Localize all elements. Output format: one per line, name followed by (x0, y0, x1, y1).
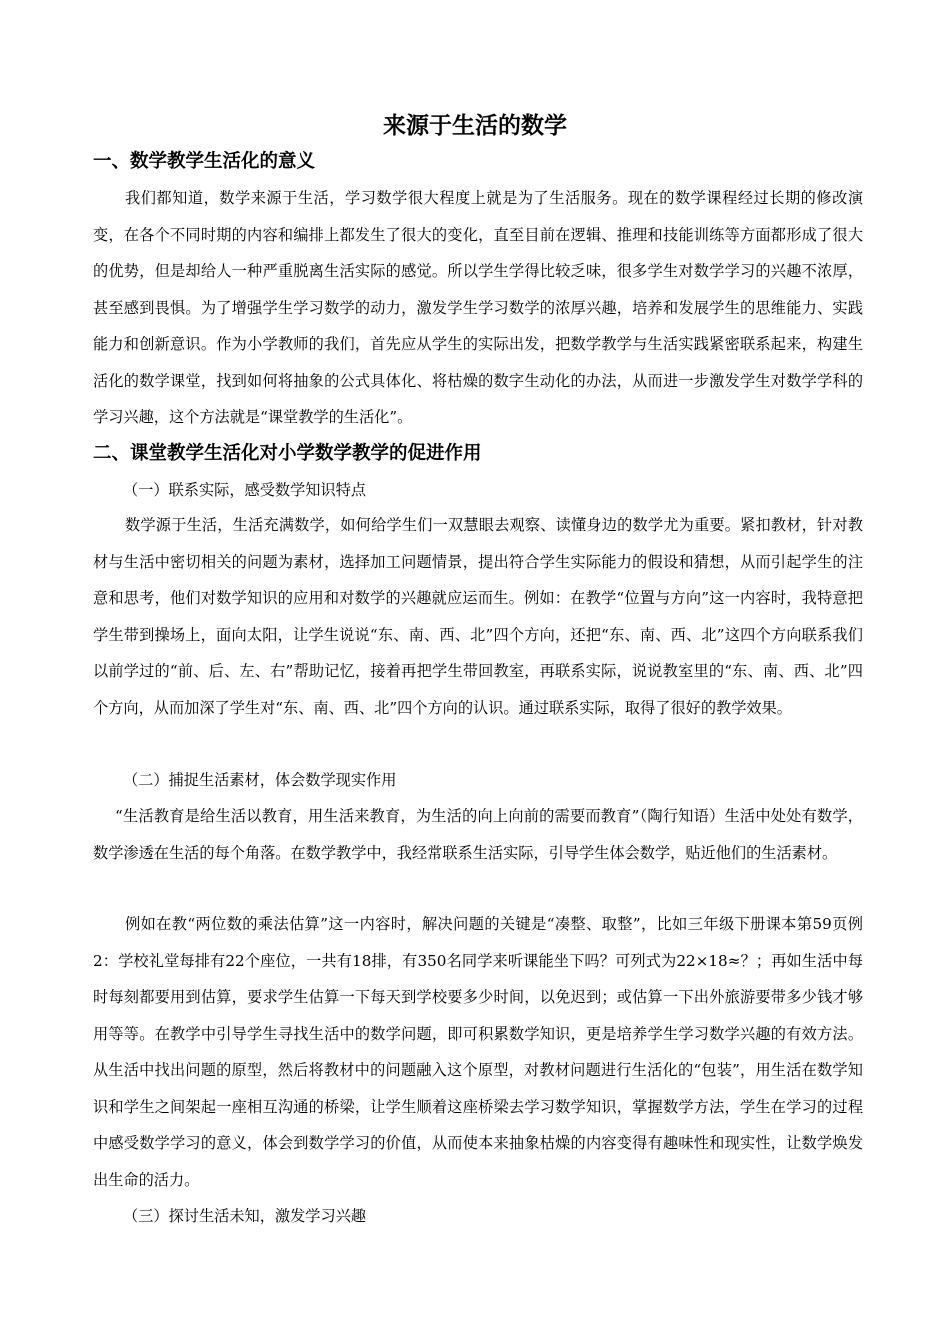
subsection-2-paragraph-1: “生活教育是给生活以教育，用生活来教育，为生活的向上向前的需要而教育”（陶行知语）生活中处处有数学，数学渗透在生活的每个角落。在数学教学中，我经常联系生活实际，引导学生体会数学，贴近他们的生活素材。 (93, 807, 863, 862)
subsection-heading-3: （三）探讨生活未知，激发学习兴趣 (123, 1207, 366, 1225)
subsection-2-paragraph-2: 例如在教“两位数的乘法估算”这一内容时，解决问题的关键是“凑整、取整”，比如三年级下册课本第59页例2：学校礼堂每排有22个座位，一共有18排，有350名同学来听课能坐下吗？可列式为22×18≈？；再如生活中每时每刻都要用到估算，要求学生估算一下每天到学校要多少时间，以免迟到；或估算一下出外旅游要带多少钱才够用等等。在教学中引导学生寻找生活中的数学问题，即可积累数学知识，更是培养学生学习数学兴趣的有效方法。从生活中找出问题的原型，然后将教材中的问题融入这个原型，对教材问题进行生活化的“包装”，用生活在数学知识和学生之间架起一座相互沟通的桥梁，让学生顺着这座桥梁去学习数学知识，掌握数学方法，学生在学习的过程中感受数学学习的意义，体会到数学学习的价值，从而使本来抽象枯燥的内容变得有趣味性和现实性，让数学焕发出生命的活力。 (93, 915, 863, 1189)
subsection-1-paragraph: 数学源于生活，生活充满数学，如何给学生们一双慧眼去观察、读懂身边的数学尤为重要。紧扣教材，针对教材与生活中密切相关的问题为素材，选择加工问题情景，提出符合学生实际能力的假设和猜想，从而引起学生的注意和思考，他们对数学知识的应用和对数学的兴趣就应运而生。例如：在教学“位置与方向”这一内容时，我特意把学生带到操场上，面向太阳，让学生说说“东、南、西、北”四个方向，还把“东、南、西、北”这四个方向联系我们以前学过的“前、后、左、右”帮助记忆，接着再把学生带回教室，再联系实际，说说教室里的“东、南、西、北”四个方向，从而加深了学生对“东、南、西、北”四个方向的认识。通过联系实际，取得了很好的教学效果。 (93, 516, 863, 717)
section-heading-1: 一、数学教学生活化的意义 (93, 151, 316, 172)
subsection-heading-2: （二）捕捉生活素材，体会数学现实作用 (123, 771, 397, 789)
subsection-heading-1: （一）联系实际，感受数学知识特点 (123, 481, 366, 499)
section-heading-2: 二、课堂教学生活化对小学数学教学的促进作用 (93, 443, 482, 464)
document-title: 来源于生活的数学 (383, 113, 567, 139)
section-1-paragraph: 我们都知道，数学来源于生活，学习数学很大程度上就是为了生活服务。现在的数学课程经过长期的修改演变，在各个不同时期的内容和编排上都发生了很大的变化，直至目前在逻辑、推理和技能训练等方面都形成了很大的优势，但是却给人一种严重脱离生活实际的感觉。所以学生学得比较乏味，很多学生对数学学习的兴趣不浓厚，甚至感到畏惧。为了增强学生学习数学的动力，激发学生学习数学的浓厚兴趣，培养和发展学生的思维能力、实践能力和创新意识。作为小学教师的我们，首先应从学生的实际出发，把数学教学与生活实践紧密联系起来，构建生活化的数学课堂，找到如何将抽象的公式具体化、将枯燥的数字生动化的办法，从而进一步激发学生对数学学科的学习兴趣，这个方法就是“课堂教学的生活化”。 (93, 189, 863, 426)
